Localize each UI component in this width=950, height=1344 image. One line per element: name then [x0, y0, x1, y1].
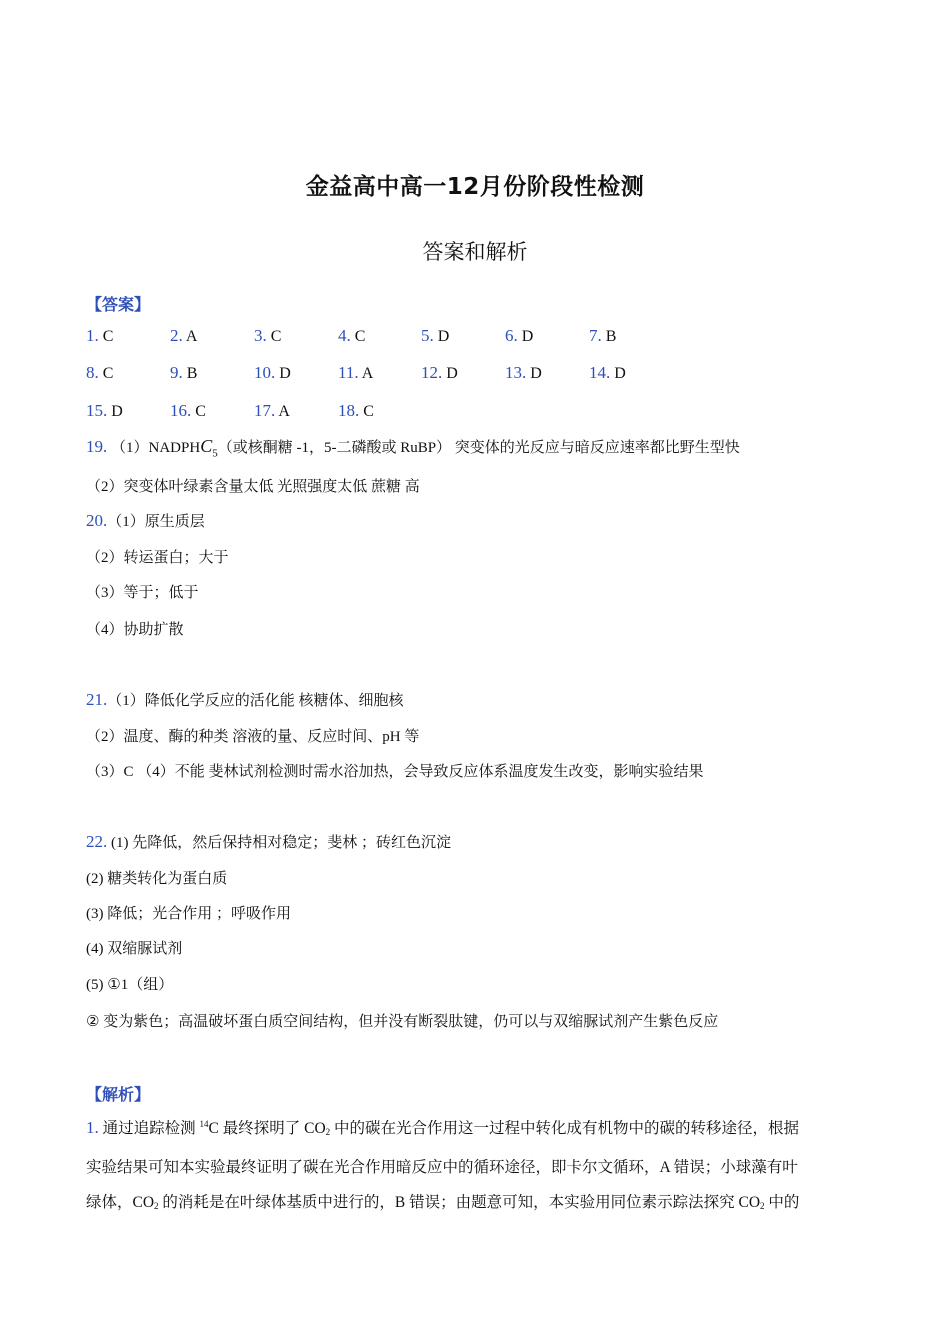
answer-value: D	[437, 328, 450, 345]
q21-number: 21.	[86, 690, 108, 709]
answer-number: 2.	[170, 326, 183, 345]
q21-line-2: （2）温度、酶的种类 溶液的量、反应时间、pH 等	[86, 729, 420, 745]
answer-item	[338, 326, 365, 346]
answer-value: C	[363, 403, 374, 420]
answer-value: B	[186, 365, 198, 382]
answer-number: 12.	[421, 363, 443, 382]
answer-item	[86, 363, 113, 383]
q20-line-1: 20.（1）原生质层	[86, 511, 205, 530]
answer-item	[86, 326, 113, 346]
q22-line-6: ② 变为紫色；高温破坏蛋白质空间结构，但并没有断裂肽键，仍可以与双缩脲试剂产生紫色反应	[86, 1014, 719, 1030]
answer-item	[338, 401, 374, 421]
answer-value: C	[270, 328, 282, 345]
answer-item	[254, 326, 281, 346]
analysis-1-line-3: 绿体，$CO_2$ 的消耗是在叶绿体基质中进行的，B 错误；由题意可知，本实验用同位素示踪法探究 $CO_2$ 中的	[86, 1194, 800, 1211]
analysis-1-line-1: 1. 通过追踪检测 $^{14}$C 最终探明了 $CO_2$ 中的碳在光合作用这一过程中转化成有机物中的碳的转移途径，根据	[86, 1118, 800, 1137]
q20-number: 20.	[86, 511, 108, 530]
q22-line-5: (5) ①1（组）	[86, 977, 174, 993]
answer-item	[254, 401, 290, 421]
answer-number: 14.	[589, 363, 611, 382]
answer-item	[505, 363, 542, 383]
q21-line-1: 21.（1）降低化学反应的活化能 核糖体、细胞核	[86, 690, 404, 709]
answer-number: 13.	[505, 363, 527, 382]
q20-line-3: （3）等于；低于	[86, 585, 199, 601]
answer-number: 9.	[170, 363, 183, 382]
answer-value: D	[111, 403, 123, 420]
answer-value: C	[354, 328, 366, 345]
answer-number: 15.	[86, 401, 108, 420]
answer-item	[86, 401, 123, 421]
q22-line-3: (3) 降低；光合作用 ；呼吸作用	[86, 906, 291, 922]
answer-number: 18.	[338, 401, 360, 420]
q22-number: 22.	[86, 832, 108, 851]
answer-item	[421, 326, 449, 346]
answer-number: 17.	[254, 401, 276, 420]
answer-item	[589, 363, 626, 383]
answer-item	[170, 363, 197, 383]
q19-text-a: （1）NADPH	[111, 440, 201, 456]
answer-value: A	[361, 365, 374, 382]
page-subtitle: 答案和解析	[422, 240, 528, 264]
analysis-section-header: 【解析】	[86, 1085, 151, 1104]
q22-line-2: (2) 糖类转化为蛋白质	[86, 871, 228, 887]
answer-item	[254, 363, 291, 383]
answer-number: 7.	[589, 326, 602, 345]
answer-number: 6.	[505, 326, 518, 345]
q19-line-1	[86, 436, 740, 460]
answer-item	[505, 326, 533, 346]
answer-value: D	[521, 328, 534, 345]
analysis-1-paragraph	[86, 1107, 866, 1224]
answer-value: C	[195, 403, 206, 420]
q22-line-4: (4) 双缩脲试剂	[86, 941, 183, 957]
q19-number: 19.	[86, 437, 108, 456]
q20-line-2: （2）转运蛋白；大于	[86, 550, 229, 566]
answer-value: D	[279, 365, 291, 382]
answer-number: 5.	[421, 326, 434, 345]
answer-value: D	[530, 365, 542, 382]
answer-number: 11.	[338, 363, 359, 382]
page-title: 金益高中高一12月份阶段性检测	[305, 174, 645, 200]
answer-item	[170, 401, 206, 421]
answer-value: C	[102, 328, 114, 345]
answer-value: D	[614, 365, 626, 382]
answer-section-header: 【答案】	[86, 295, 151, 314]
answer-item	[338, 363, 373, 383]
answer-value: A	[278, 403, 290, 420]
q21-line-3: （3）C （4）不能 斐林试剂检测时需水浴加热，会导致反应体系温度发生改变，影响实验结果	[86, 764, 704, 780]
answer-value: C	[102, 365, 114, 382]
answer-number: 8.	[86, 363, 99, 382]
answer-number: 3.	[254, 326, 267, 345]
answer-number: 4.	[338, 326, 351, 345]
analysis-1-number: 1.	[86, 1118, 99, 1137]
answer-number: 10.	[254, 363, 276, 382]
q20-line-4: （4）协助扩散	[86, 622, 184, 638]
answer-number: 16.	[170, 401, 192, 420]
answer-number: 1.	[86, 326, 99, 345]
q22-line-1: 22. (1) 先降低，然后保持相对稳定；斐林 ；砖红色沉淀	[86, 832, 451, 851]
q19-text-b: （或核酮糖 -1，5-二磷酸或 RuBP） 突变体的光反应与暗反应速率都比野生型快	[217, 440, 740, 456]
answer-item	[589, 326, 616, 346]
answer-item	[170, 326, 197, 346]
q19-line-2: （2）突变体叶绿素含量太低 光照强度太低 蔗糖 高	[86, 479, 420, 495]
answer-value: B	[605, 328, 617, 345]
answer-value: A	[185, 328, 198, 345]
c5-formula: $C_5$	[200, 436, 218, 460]
answer-item	[421, 363, 458, 383]
analysis-1-line-2: 实验结果可知本实验最终证明了碳在光合作用暗反应中的循环途径，即卡尔文循环，A 错误；小球藻有叶	[86, 1159, 798, 1176]
answer-value: D	[446, 365, 458, 382]
